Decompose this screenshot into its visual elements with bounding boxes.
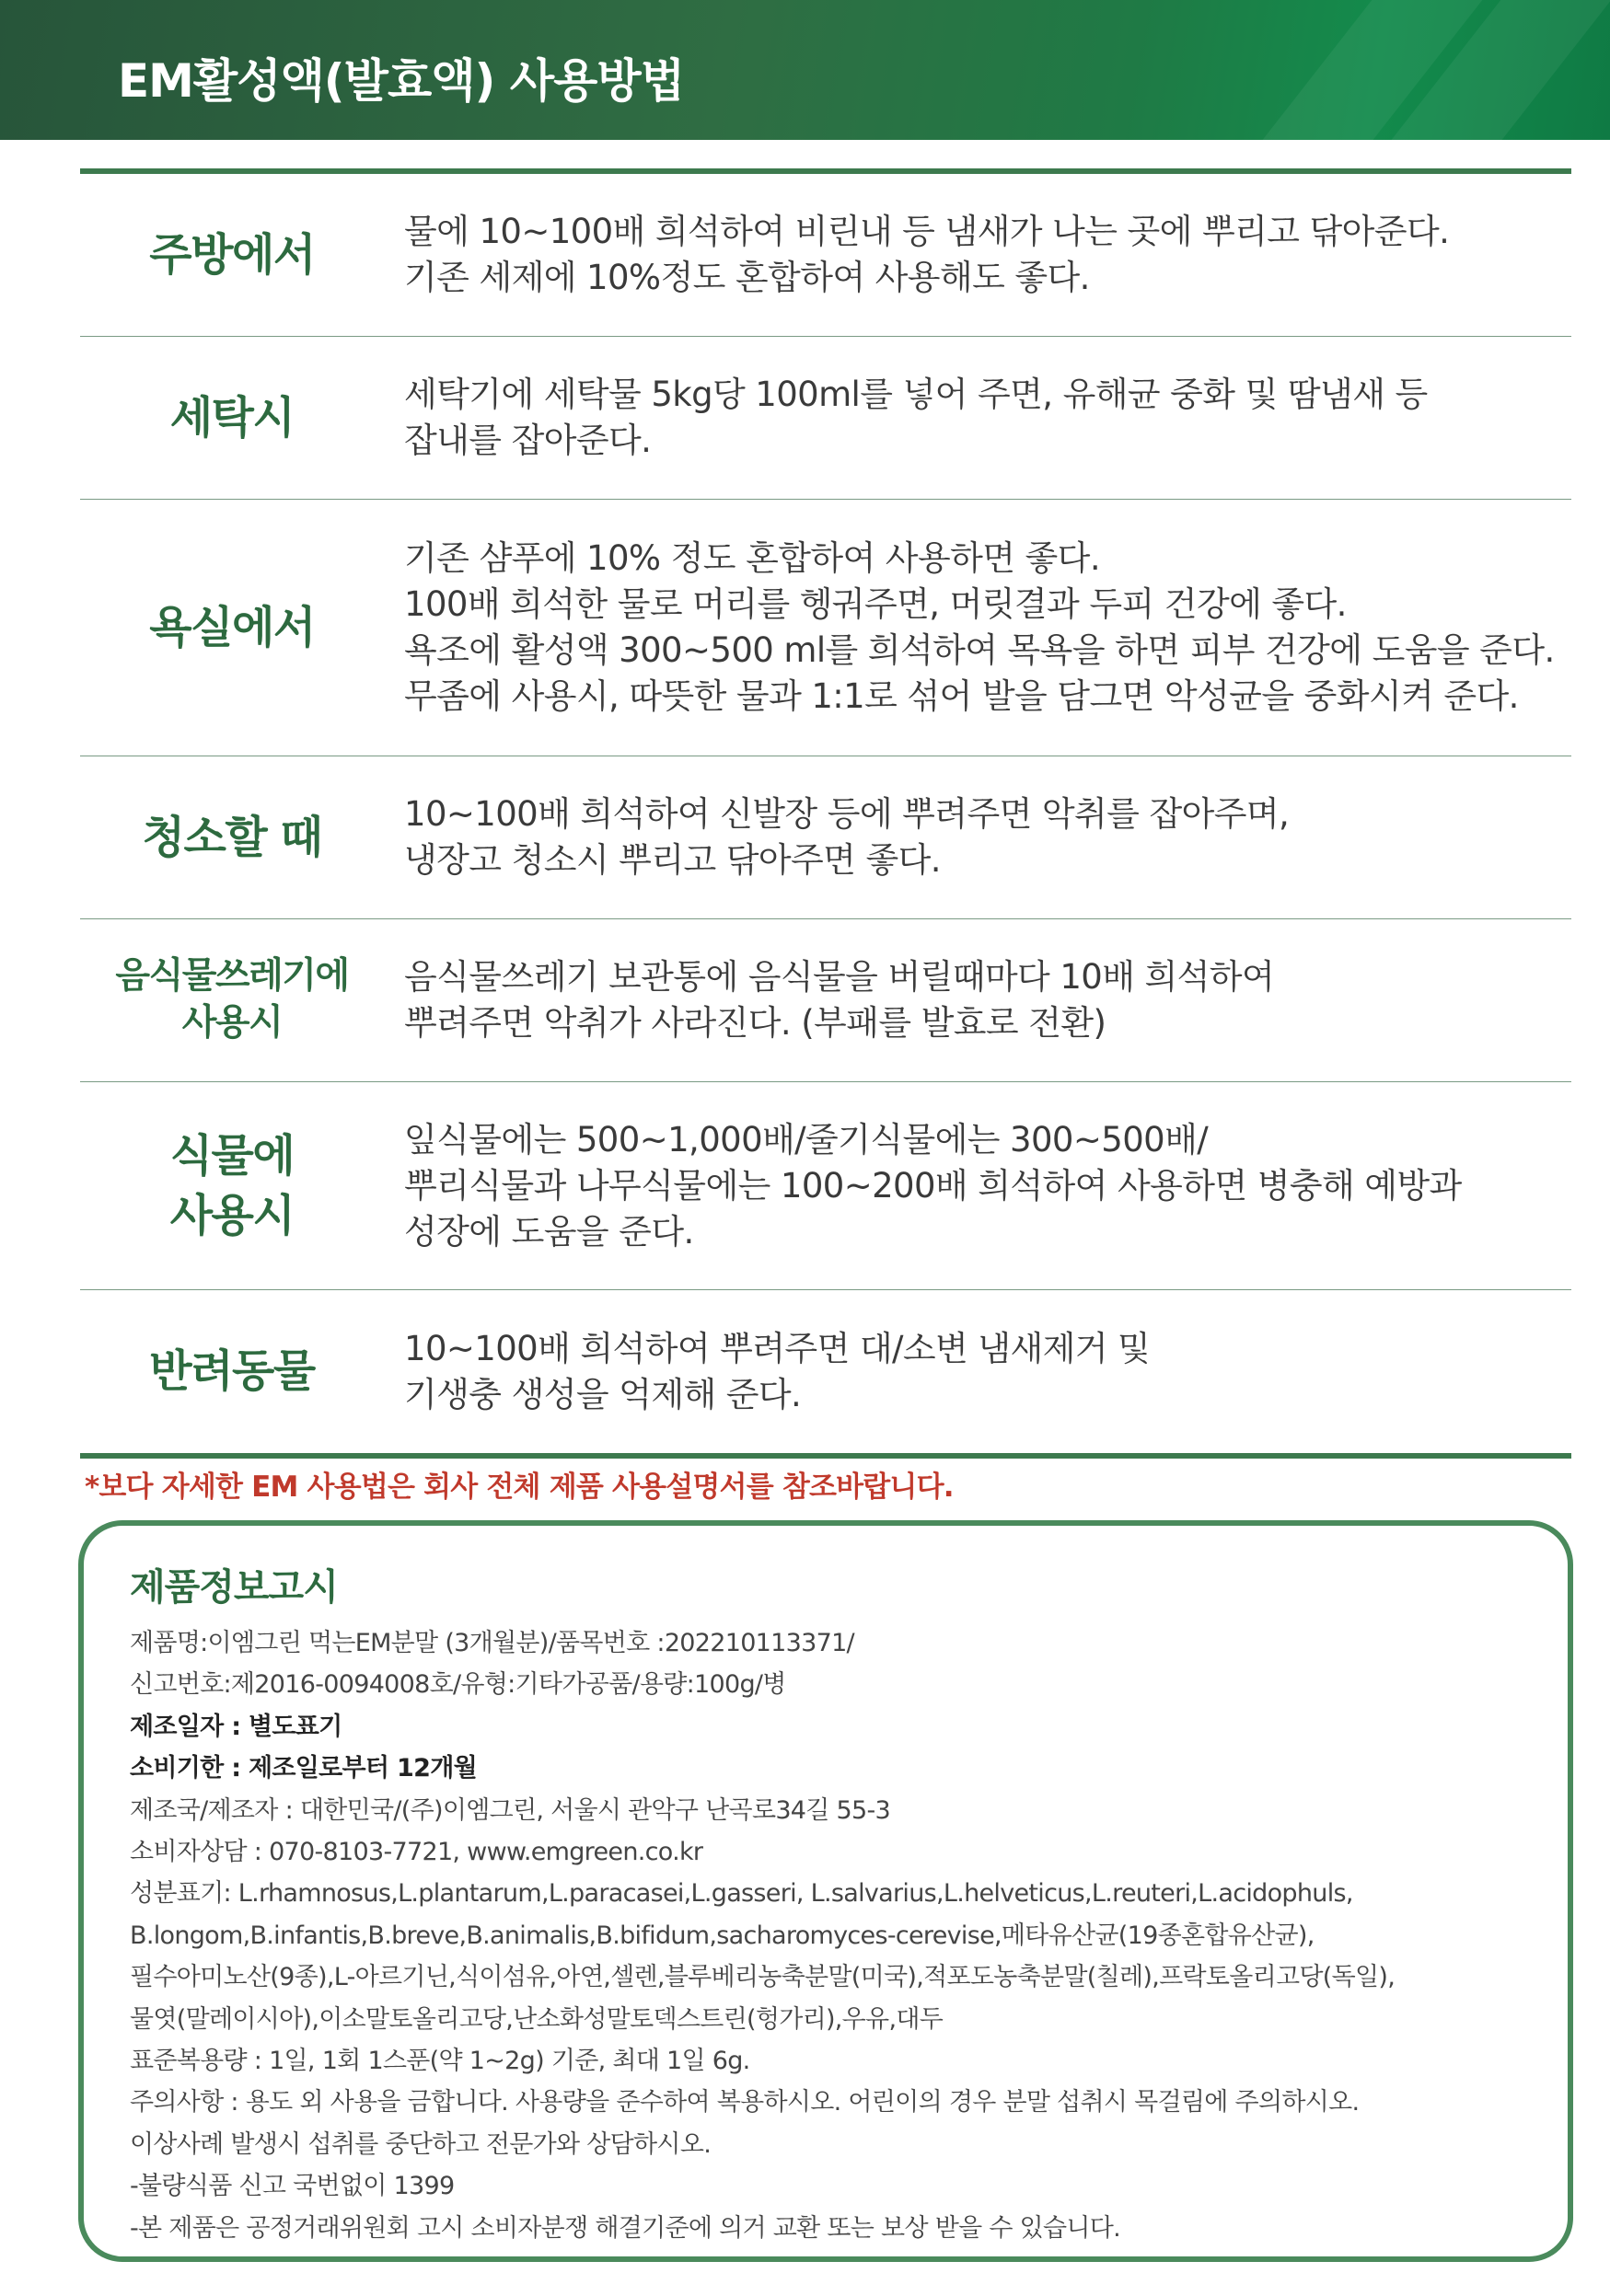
usage-row-label [80,598,384,658]
usage-row-description [384,209,1571,301]
usage-row [80,500,1571,756]
usage-row-description-line: 욕조에 활성액 300~500 ml를 희석하여 목욕을 하면 피부 건강에 도움을 준다. [404,630,1555,670]
usage-row-description-line: 성장에 도움을 준다. [404,1211,694,1252]
product-info-line: 성분표기: L.rhamnosus,L.plantarum,L.paracasei,L.gasseri, L.salvarius,L.helveticus,L.reuteri,L.acidophuls, [130,1879,1353,1909]
product-info-box [78,1520,1573,2262]
usage-row [80,337,1571,500]
usage-row-label-line: 반려동물 [149,1345,315,1398]
usage-row-label [80,953,384,1046]
usage-row-label-line: 주방에서 [149,228,315,281]
usage-row-description-line: 잎식물에는 500~1,000배/줄기식물에는 300~500배/ [404,1119,1209,1160]
usage-row-label-line: 음식물쓰레기에 [115,955,349,998]
product-info-line: 신고번호:제2016-0094008호/유형:기타가공품/용량:100g/병 [130,1670,786,1700]
usage-note: *보다 자세한 EM 사용법은 회사 전체 제품 사용설명서를 참조바랍니다. [85,1471,954,1504]
usage-row [80,1082,1571,1290]
product-info-line: -불량식품 신고 국번없이 1399 [130,2172,455,2201]
usage-row [80,174,1571,337]
product-info-line: 제조국/제조자 : 대한민국/(주)이엠그린, 서울시 관악구 난곡로34길 55-3 [130,1795,891,1825]
usage-row-description-line: 잡내를 잡아준다. [404,421,652,460]
usage-row-label-line: 청소할 때 [142,811,322,863]
product-info-line: 소비자상담 : 070-8103-7721, www.emgreen.co.kr [130,1838,703,1867]
usage-row-description-line: 기존 세제에 10%정도 혼합하여 사용해도 좋다. [404,258,1090,297]
usage-row-description-line: 100배 희석한 물로 머리를 헹궈주면, 머릿결과 두피 건강에 좋다. [404,584,1347,624]
product-info-line: 제품명:이엠그린 먹는EM분말 (3개월분)/품목번호 :202210113371/ [130,1629,854,1657]
usage-row-label [80,1126,384,1246]
header-banner [0,0,1610,140]
page-title: EM활성액(발효액) 사용방법 [118,54,685,108]
usage-row-label [80,808,384,868]
usage-row-label-line: 욕실에서 [149,601,315,653]
usage-row-description [384,1117,1571,1255]
product-info-lines [130,1622,1538,2249]
usage-row-label-line: 세탁시 [169,391,295,444]
usage-row-description-line: 냉장고 청소시 뿌리고 닦아주면 좋다. [404,840,941,880]
usage-row-description [384,791,1571,883]
usage-row-description-line: 세탁기에 세탁물 5kg당 100ml를 넣어 주면, 유해균 중화 및 땀냄새 등 [404,375,1428,414]
usage-row-description [384,954,1571,1046]
usage-row-label-line: 사용시 [169,1189,295,1241]
usage-row-description [384,1326,1571,1418]
product-info-line: 제조일자 : 별도표기 [130,1712,342,1741]
product-info-line: 소비기한 : 제조일로부터 12개월 [130,1754,477,1783]
usage-row-label-line: 식물에 [169,1129,295,1182]
usage-row-label-line: 사용시 [181,1002,283,1044]
usage-row-label [80,1342,384,1402]
usage-row [80,1290,1571,1453]
usage-row-description-line: 뿌리식물과 나무식물에는 100~200배 희석하여 사용하면 병충해 예방과 [404,1165,1462,1206]
product-info-line: -본 제품은 공정거래위원회 고시 소비자분쟁 해결기준에 의거 교환 또는 보상 받을 수 있습니다. [130,2213,1121,2243]
product-info-line: 표준복용량 : 1일, 1회 1스푼(약 1~2g) 기준, 최대 1일 6g. [130,2047,750,2076]
usage-row-label [80,388,384,448]
usage-row-description-line: 물에 10~100배 희석하여 비린내 등 냄새가 나는 곳에 뿌리고 닦아준다. [404,212,1450,251]
product-info-line: B.longom,B.infantis,B.breve,B.animalis,B.bifidum,sacharomyces-cerevise,메타유산균(19종혼합유산균), [130,1921,1315,1950]
usage-row-description-line: 기존 샴푸에 10% 정도 혼합하여 사용하면 좋다. [404,538,1100,578]
usage-row-description-line: 뿌려주면 악취가 사라진다. (부패를 발효로 전환) [404,1003,1106,1043]
product-info-line: 주의사항 : 용도 외 사용을 금합니다. 사용량을 준수하여 복용하시오. 어린이의 경우 분말 섭취시 목걸림에 주의하시오. [130,2088,1360,2117]
usage-row-description-line: 음식물쓰레기 보관통에 음식물을 버릴때마다 10배 희석하여 [404,957,1275,997]
product-info-line: 이상사례 발생시 섭취를 중단하고 전문가와 상담하시오. [130,2129,712,2159]
usage-table [80,168,1571,1459]
product-info-line: 물엿(말레이시아),이소말토올리고당,난소화성말토덱스트린(헝가리),우유,대두 [130,2004,944,2034]
usage-row-description-line: 무좀에 사용시, 따뜻한 물과 1:1로 섞어 발을 담그면 악성균을 중화시켜 준다. [404,676,1519,716]
usage-row [80,756,1571,919]
usage-row-description [384,536,1571,720]
product-info-title: 제품정보고시 [130,1566,338,1609]
usage-row [80,919,1571,1082]
product-info-line: 필수아미노산(9종),L-아르기닌,식이섬유,아연,셀렌,블루베리농축분말(미국),적포도농축분말(칠레),프락토올리고당(독일), [130,1963,1396,1992]
usage-row-description-line: 10~100배 희석하여 신발장 등에 뿌려주면 악취를 잡아주며, [404,794,1290,834]
usage-row-description-line: 10~100배 희석하여 뿌려주면 대/소변 냄새제거 및 [404,1328,1151,1368]
usage-row-description [384,372,1571,464]
usage-row-label [80,225,384,285]
usage-row-description-line: 기생충 생성을 억제해 준다. [404,1374,802,1414]
